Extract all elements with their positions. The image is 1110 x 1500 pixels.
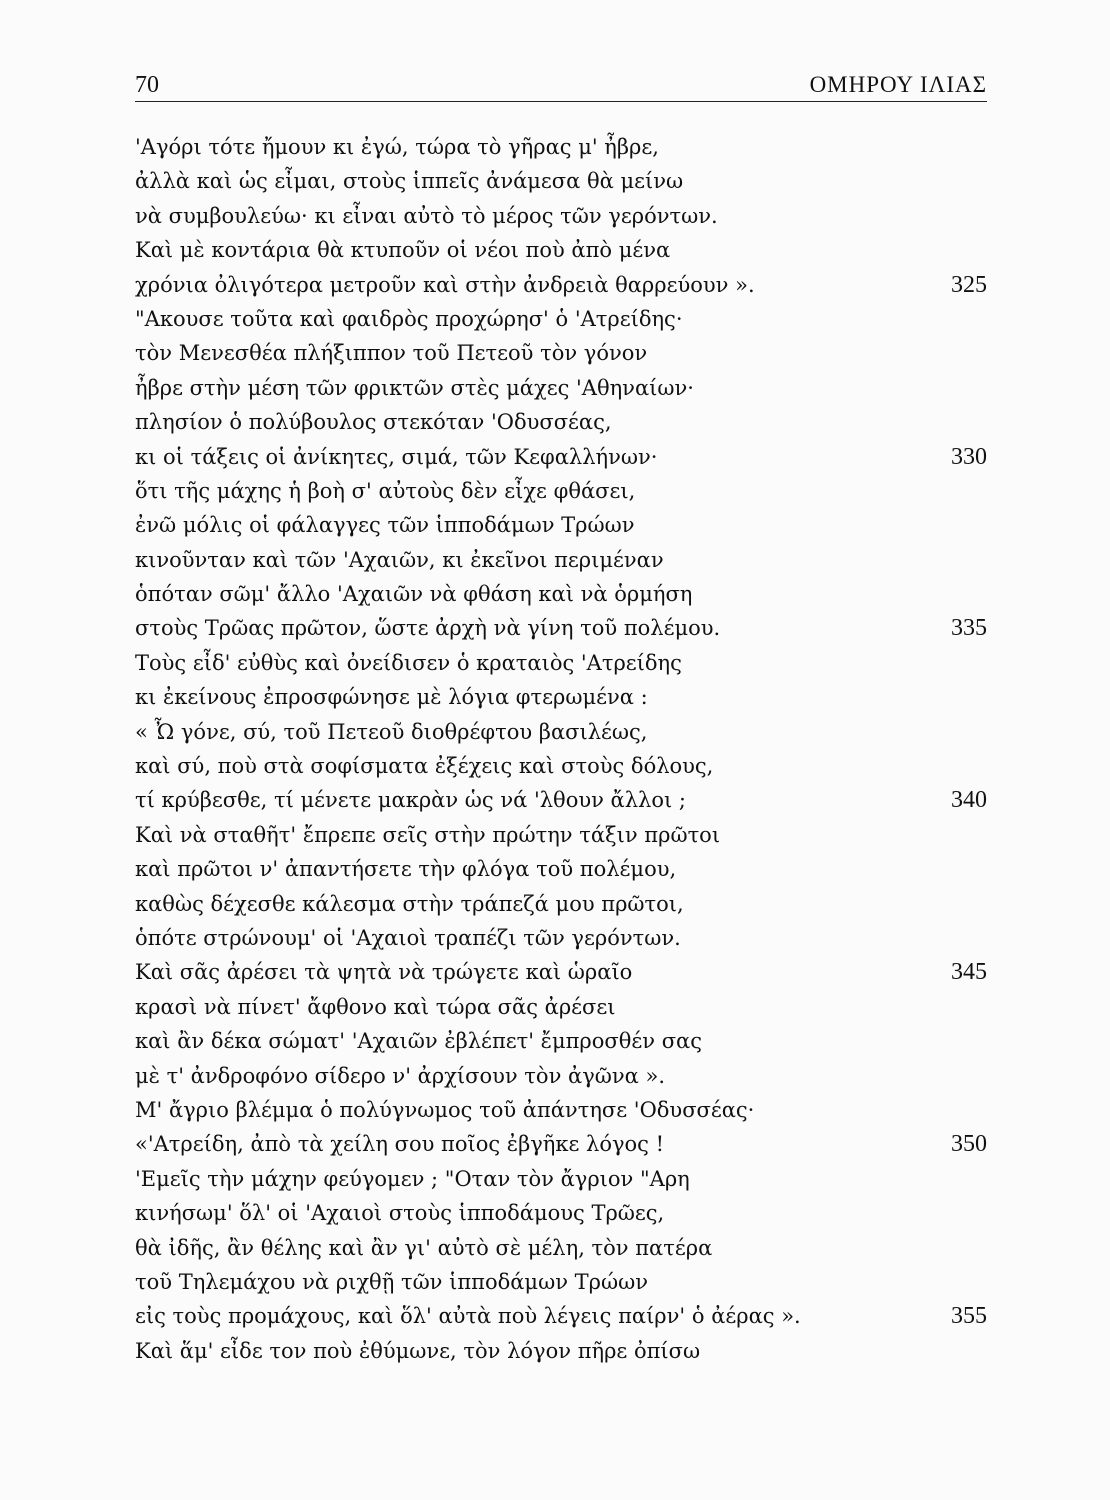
verse-line bbox=[135, 336, 987, 370]
verse-text: κινοῦνταν καὶ τῶν 'Αχαιῶν, κι ἐκεῖνοι περιμέναν bbox=[135, 547, 664, 572]
verse-text: πλησίον ὁ πολύβουλος στεκόταν 'Οδυσσέας, bbox=[135, 410, 612, 435]
verse-line bbox=[135, 1196, 987, 1230]
verse-text: "Ακουσε τοῦτα καὶ φαιδρὸς προχώρησ' ὁ 'Ατρείδης· bbox=[135, 306, 683, 331]
verse-text: Καὶ ἅμ' εἶδε τον ποὺ ἐθύμωνε, τὸν λόγον πῆρε ὀπίσω bbox=[135, 1338, 701, 1363]
verse-text: κρασὶ νὰ πίνετ' ἄφθονο καὶ τώρα σᾶς ἀρέσει bbox=[135, 994, 616, 1019]
line-number: 335 bbox=[951, 615, 987, 642]
line-number: 345 bbox=[951, 959, 987, 986]
verse-text: καὶ σύ, ποὺ στὰ σοφίσματα ἐξέχεις καὶ στοὺς δόλους, bbox=[135, 754, 714, 779]
verse-text: μὲ τ' ἀνδροφόνο σίδερο ν' ἀρχίσουν τὸν ἀγῶνα ». bbox=[135, 1063, 666, 1088]
verse-text: ἐνῶ μόλις οἱ φάλαγγες τῶν ἱπποδάμων Τρώων bbox=[135, 513, 635, 538]
verse-text: κι οἱ τάξεις οἱ ἀνίκητες, σιμά, τῶν Κεφαλλήνων· bbox=[135, 444, 658, 469]
verse-text: ὁπότε στρώνουμ' οἱ 'Αχαιοὶ τραπέζι τῶν γερόντων. bbox=[135, 925, 681, 950]
verse-line bbox=[135, 680, 987, 714]
verse-text: Καὶ νὰ σταθῆτ' ἔπρεπε σεῖς στὴν πρώτην τάξιν πρῶτοι bbox=[135, 822, 721, 847]
verse-text: ὅτι τῆς μάχης ἡ βοὴ σ' αὐτοὺς δὲν εἶχε φθάσει, bbox=[135, 478, 636, 503]
verse-line bbox=[135, 1127, 987, 1161]
verse-text: Καὶ μὲ κοντάρια θὰ κτυποῦν οἱ νέοι ποὺ ἀπὸ μένα bbox=[135, 238, 671, 263]
verse-line bbox=[135, 1162, 987, 1196]
verse-text: 'Αγόρι τότε ἤμουν κι ἐγώ, τώρα τὸ γῆρας μ' ἦβρε, bbox=[135, 135, 659, 159]
verse-line bbox=[135, 1231, 987, 1265]
verse-text: χρόνια ὀλιγότερα μετροῦν καὶ στὴν ἀνδρειὰ θαρρεύουν ». bbox=[135, 272, 755, 297]
verse-line bbox=[135, 852, 987, 886]
verse-line bbox=[135, 921, 987, 955]
verse-text: κι ἐκείνους ἐπροσφώνησε μὲ λόγια φτερωμένα : bbox=[135, 685, 648, 710]
verse-line bbox=[135, 715, 987, 749]
verse-text: καὶ πρῶτοι ν' ἀπαντήσετε τὴν φλόγα τοῦ πολέμου, bbox=[135, 857, 677, 882]
verse-line bbox=[135, 1024, 987, 1058]
verse-line bbox=[135, 371, 987, 405]
header-rule bbox=[135, 101, 987, 102]
verse-text: Μ' ἄγριο βλέμμα ὁ πολύγνωμος τοῦ ἀπάντησε 'Οδυσσέας· bbox=[135, 1097, 755, 1122]
verse-line bbox=[135, 130, 987, 164]
verse-text: ὁπόταν σῶμ' ἄλλο 'Αχαιῶν νὰ φθάση καὶ νὰ ὁρμήση bbox=[135, 582, 693, 607]
page-header bbox=[135, 68, 987, 102]
line-number: 350 bbox=[951, 1131, 987, 1158]
verse-line bbox=[135, 577, 987, 611]
verse-line bbox=[135, 783, 987, 817]
verse-line bbox=[135, 440, 987, 474]
verse-line bbox=[135, 543, 987, 577]
verse-text: ἦβρε στὴν μέση τῶν φρικτῶν στὲς μάχες 'Αθηναίων· bbox=[135, 375, 694, 400]
verse-line bbox=[135, 887, 987, 921]
verse-text: Καὶ σᾶς ἀρέσει τὰ ψητὰ νὰ τρώγετε καὶ ὡραῖο bbox=[135, 960, 633, 985]
verse-line bbox=[135, 1299, 987, 1333]
verse-text: ἀλλὰ καὶ ὡς εἶμαι, στοὺς ἱππεῖς ἀνάμεσα θὰ μείνω bbox=[135, 169, 684, 194]
verse-line bbox=[135, 955, 987, 989]
verse-line bbox=[135, 1334, 987, 1368]
verse-line bbox=[135, 164, 987, 198]
verse-text: τοῦ Τηλεμάχου νὰ ριχθῇ τῶν ἱπποδάμων Τρώων bbox=[135, 1269, 649, 1294]
verse-block bbox=[135, 130, 987, 1368]
verse-line bbox=[135, 990, 987, 1024]
verse-text: εἰς τοὺς προμάχους, καὶ ὅλ' αὐτὰ ποὺ λέγεις παίρν' ὁ ἀέρας ». bbox=[135, 1304, 801, 1329]
line-number: 325 bbox=[951, 271, 987, 298]
line-number: 355 bbox=[951, 1303, 987, 1330]
verse-text: στοὺς Τρῶας πρῶτον, ὥστε ἀρχὴ νὰ γίνη τοῦ πολέμου. bbox=[135, 616, 721, 641]
verse-text: κινήσωμ' ὅλ' οἱ 'Αχαιοὶ στοὺς ἱπποδάμους Τρῶες, bbox=[135, 1201, 665, 1226]
verse-text: νὰ συμβουλεύω· κι εἶναι αὐτὸ τὸ μέρος τῶν γερόντων. bbox=[135, 203, 718, 228]
verse-line bbox=[135, 1265, 987, 1299]
verse-text: τί κρύβεσθε, τί μένετε μακρὰν ὡς νά 'λθουν ἄλλοι ; bbox=[135, 788, 686, 813]
verse-text: Τοὺς εἶδ' εὐθὺς καὶ ὀνείδισεν ὁ κραταιὸς 'Ατρείδης bbox=[135, 650, 682, 675]
verse-line bbox=[135, 302, 987, 336]
verse-line bbox=[135, 646, 987, 680]
verse-line bbox=[135, 268, 987, 302]
verse-line bbox=[135, 474, 987, 508]
verse-line bbox=[135, 1059, 987, 1093]
page-number: 70 bbox=[135, 72, 159, 98]
verse-line bbox=[135, 233, 987, 267]
verse-line bbox=[135, 818, 987, 852]
verse-text: 'Εμεῖς τὴν μάχην φεύγομεν ; "Οταν τὸν ἄγριον "Αρη bbox=[135, 1166, 690, 1191]
verse-line bbox=[135, 199, 987, 233]
line-number: 330 bbox=[951, 443, 987, 470]
verse-line bbox=[135, 611, 987, 645]
verse-text: θὰ ἰδῆς, ἂν θέλης καὶ ἂν γι' αὐτὸ σὲ μέλη, τὸν πατέρα bbox=[135, 1235, 713, 1260]
line-number: 340 bbox=[951, 787, 987, 814]
verse-text: « Ὦ γόνε, σύ, τοῦ Πετεοῦ διοθρέφτου βασιλέως, bbox=[135, 719, 648, 744]
verse-text: καὶ ἂν δέκα σώματ' 'Αχαιῶν ἐβλέπετ' ἔμπροσθέν σας bbox=[135, 1029, 702, 1054]
verse-text: τὸν Μενεσθέα πλήξιππον τοῦ Πετεοῦ τὸν γόνον bbox=[135, 341, 648, 366]
verse-text: «'Ατρείδη, ἀπὸ τὰ χείλη σου ποῖος ἐβγῆκε λόγος ! bbox=[135, 1132, 665, 1157]
verse-line bbox=[135, 749, 987, 783]
verse-line bbox=[135, 508, 987, 542]
running-title: ΟΜΗΡΟΥ ΙΛΙΑΣ bbox=[809, 72, 987, 97]
verse-line bbox=[135, 1093, 987, 1127]
verse-line bbox=[135, 405, 987, 439]
verse-text: καθὼς δέχεσθε κάλεσμα στὴν τράπεζά μου πρῶτοι, bbox=[135, 891, 684, 916]
